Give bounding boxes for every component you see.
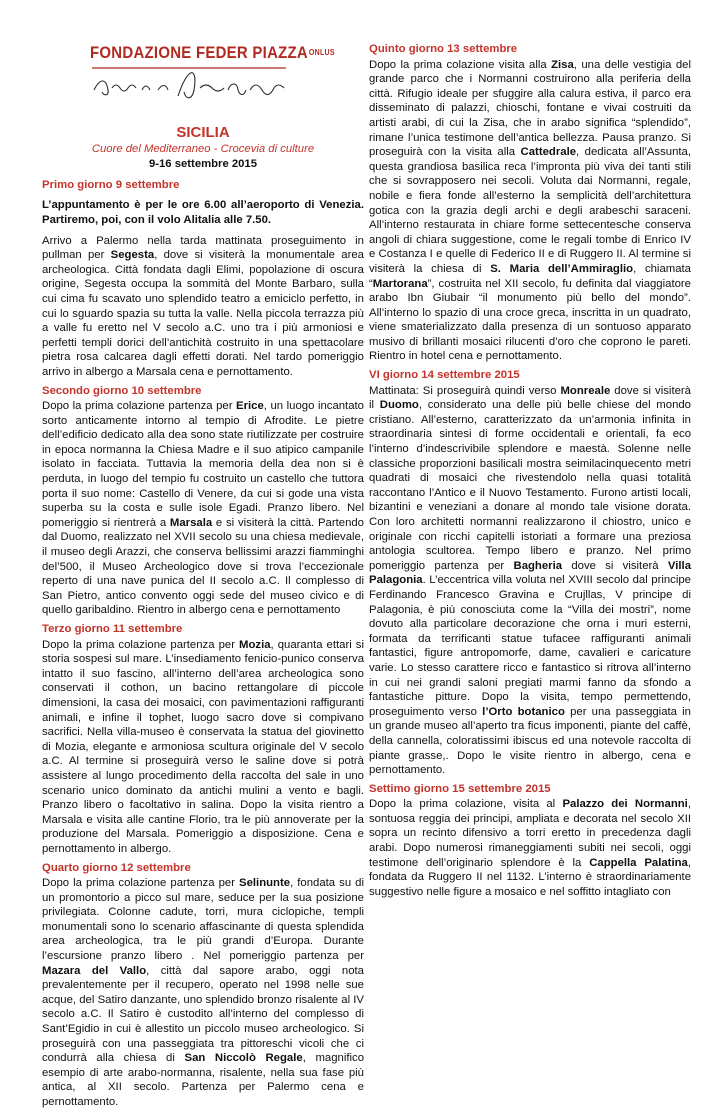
signature-icon bbox=[90, 66, 288, 106]
day4-text: Dopo la prima colazione partenza per Selinunte, fondata su di un promontorio a picco sul mare, seduce per la sua posizione privilegiata. Colonne cadute, torri, mura ciclopiche, templi monumentali sono lo scenario affascinante di questa splendida area archeologica, tra le più grandi d’Europa. Durante l’escursione pranzo libero . Nel pomeriggio partenza per Mazara del Vallo, città dal sapore arabo, oggi nota prevalentemente per il recupero, operato nel 1998 nelle sue acque, del Satiro danzante, uno splendido bronzo risalente al IV secolo a.C. Il Satiro è custodito all’interno del complesso di Sant’Egidio in cui è allestito un piccolo museo archeologico. Si proseguirà con una passeggiata tra pittoreschi vicoli che ci condurrà alla chiesa di San Niccolò Regale, magnifico esempio di arte arabo-normanna, risalente, nella sua fase più antica, al XII secolo. Partenza per Palermo cena e pernottamento. bbox=[42, 877, 365, 1108]
logo-onlus: ONLUS bbox=[308, 48, 335, 57]
foundation-logo bbox=[42, 40, 364, 116]
day2-text: Dopo la prima colazione partenza per Erice, un luogo incantato sorto anticamente intorno al tempio di Afrodite. Le pietre dell’edificio dedicato alla dea sono state riutilizzate per costruire in epoca normanna la Chiesa Madre e il suo atipico campanile isolato in facciata. Tuttavia la memoria della dea non si è perduta, in luogo del tempio fu costruito un castello che tuttora porta il suo nome: Castello di Venere, da cui si gode una vista superba su la costa e sulle isole Egadi. Pranzo libero. Nel pomeriggio si rientrerà a Marsala e si visiterà la città. Partendo dal Duomo, realizzato nel XVII secolo su una chiesa medievale, il museo degli Arazzi, che conserva bellissimi arazzi fiamminghi del’500, il Museo Archeologico dove si trova l’eccezionale reperto di una nave punica del II secolo a.C. Il complesso di San Pietro, antico convento oggi sede del museo civico e di quello garibaldino. Rientro in albergo cena e pernottamento bbox=[42, 400, 364, 617]
day5-text: Dopo la prima colazione visita alla Zisa, una delle vestigia del grande parco che i Normanni costruirono alla periferia della città. Rifugio ideale per sfuggire alla calura estiva, il parco era disseminato di palazzi, chioschi, fontane e vivai costruiti da artisti arabi, di cui la Zisa, che in arabo significa “splendido”, rimane l’unica testimone dell’antica bellezza. Pausa pranzo. Si proseguirà con la visita alla Cattedrale, dedicata all’Assunta, questa grandiosa basilica reca l’impronta più viva dei tanti stili che si sovrapposero nei secoli. Voluta dai Normanni, regale, nobile e fiera fonde all’esterno la semplicità dell’architettura gotica con la grazia degli archi e degli arabeschi saraceni. All’interno restaurata in chiare forme settecentesche conserva angoli di chiara suggestione, come le regali tombe di Enrico IV e Costanza I e quelle di Federico II e di Ruggero II. Al termine si visiterà la chiesa di S. Maria dell’Ammiraglio, chiamata “Martorana”, costruita nel XII secolo, fu definita dal viaggiatore arabo Ibn Giubair “il monumento più bello del mondo”. All’interno lo spazio di una croce greca, inscritta in un quadrato, viene smaterializzato dalla presenza di un sontuoso apparato musivo di brillanti mosaici rilucenti d’oro che coprono le pareti. Rientro in hotel cena e pernottamento. bbox=[369, 58, 692, 363]
logo-org-name: FONDAZIONE FEDER PIAZZA bbox=[90, 43, 309, 62]
page-title: SICILIA bbox=[176, 124, 230, 141]
right-column bbox=[369, 42, 691, 899]
day1-intro: L’appuntamento è per le ore 6.00 all’aeroporto di Venezia. Partiremo, poi, con il volo Alitalia alle 7.50. bbox=[42, 199, 364, 226]
day5-heading: Quinto giorno 13 settembre bbox=[369, 43, 518, 55]
day4-heading: Quarto giorno 12 settembre bbox=[42, 861, 191, 874]
day1-heading: Primo giorno 9 settembre bbox=[42, 178, 180, 191]
day2-heading: Secondo giorno 10 settembre bbox=[42, 384, 202, 397]
day7-heading: Settimo giorno 15 settembre 2015 bbox=[369, 782, 551, 795]
page-subtitle: Cuore del Mediterraneo - Crocevia di culture bbox=[91, 142, 315, 155]
day6-text: Mattinata: Si proseguirà quindi verso Monreale dove si visiterà il Duomo, considerato una delle più belle chiese del mondo cristiano. All’esterno, caratterizzato da un’armonia infinita in straordinaria sintesi di forme occidentali e orientali, fa eco l’interno d’indescrivibile splendore e maestà. Solenne nelle classiche proporzioni basilicali mostra seimilacinquecento metri quadrati di mosaici che rivestendolo nella quasi totalità raccontano l’Antico e il Nuovo Testamento. Furono artisti locali, bizantini e veneziani a donare al mondo tale visione dorata. Con loro architetti normanni realizzarono il chiostro, unico e originale con ricchi capitelli istoriati a formare una preziosa antologia scultorea. Tempo libero e pranzo. Nel primo pomeriggio partenza per Bagheria dove si visiterà Villa Palagonia. L’eccentrica villa voluta nel XVIII secolo dal principe Ferdinando Francesco Gravina e Crujllas, V principe di Palagonia, è più conosciuta come la “Villa dei mostri”, nome dovuto alla particolare decorazione che orna i muri esterni, formata da terrificanti statue tufacee raffiguranti animali fantastici, figure antropomorfe, dame, cavalieri e caricature varie. Lo stesso carattere ricco e fantastico si ritrova all’interno in cui nei grandi saloni pregiati marmi fanno da sfondo a fantastiche pitture. Dopo la visita, tempo permettendo, proseguimento verso l’Orto botanico per una passeggiata in un grande museo all’aperto tra ficus imponenti, piante del caffè, della cannella, coloratissimi ibiscus ed una notevole raccolta di piante grasse,. Dopo le visite rientro in albergo, cena e pernottamento. bbox=[369, 384, 691, 777]
day7-text: Dopo la prima colazione, visita al Palazzo dei Normanni, sontuosa reggia dei principi, ampliata e decorata nel secolo XII sopra un recinto difensivo a torri eretto in precedenza dagli arabi. Dopo numerosi rimaneggiamenti subiti nei secoli, oggi testimone dell’originario splendore è la Cappella Palatina, fondata da Ruggero II nel 1132. L’interno è straordinariamente suggestivo nelle figure a mosaico e nel soffitto intagliato con bbox=[369, 798, 691, 898]
trip-dates: 9-16 settembre 2015 bbox=[148, 158, 257, 171]
day6-heading: VI giorno 14 settembre 2015 bbox=[369, 369, 520, 382]
day3-text: Dopo la prima colazione partenza per Mozia, quaranta ettari si storia sospesi sul mare. L’insediamento fenicio-punico conserva intatto il suo fascino, all’interno dell’area archeologica sono conservati il cothon, un bacino rettangolare di piccole dimensioni, la casa dei mosaici, con pavimentazioni raffiguranti animali, e infine il tophet, luogo sacro dove si compivano sacrifici. Nella villa-museo è conservata la statua del giovinetto di Mozia, elegante e armoniosa scultura originale del V secolo a.C. Al termine si proseguirà verso le saline dove si potrà assistere al lungo procedimento della raccolta del sale in uno scenario unico dominato da antichi mulini a vento e bagli. Pranzo libero o facoltativo in salina. Dopo la visita rientro a Marsala e visita alle cantine Florio, tra le più annoverate per la produzione del Marsala. Pomeriggio a disposizione. Cena e pernottamento in albergo. bbox=[42, 638, 364, 855]
day3-heading: Terzo giorno 11 settembre bbox=[42, 623, 183, 635]
left-column bbox=[42, 40, 364, 1110]
day1-text: Arrivo a Palermo nella tarda mattinata proseguimento in pullman per Segesta, dove si visiterà la monumentale area archeologica. Città fondata dagli Elimi, popolazione di oscura origine, Segesta occupa la sommità del Monte Barbaro, sulla cui cima fu scavato uno splendido teatro a emiciclo perfetto, in cui lo sguardo spazia su tutta la valle. Nella piccola terrazza più a valle fu eretto nel V secolo a.C. uno tra i più armoniosi e perfetti templi dorici dell’antichità costruito in una spettacolare pietra rosa calcarea dagli effetti dorati. Nel tardo pomeriggio arrivo in albergo a Marsala cena e pernottamento. bbox=[42, 234, 364, 378]
